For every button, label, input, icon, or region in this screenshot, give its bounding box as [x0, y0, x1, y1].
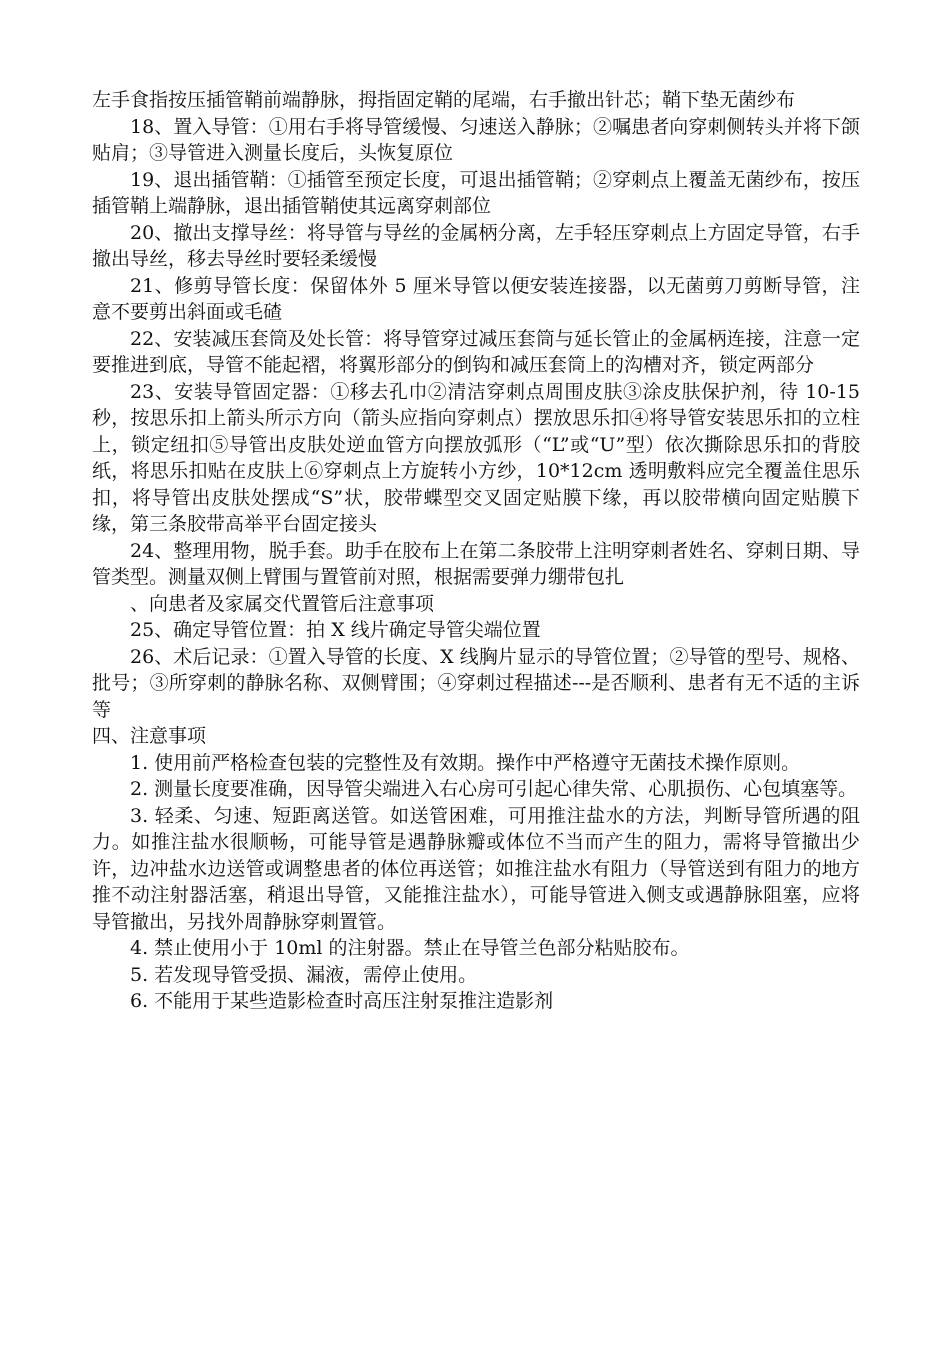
- document-page: [92, 87, 860, 1015]
- paragraph-step-20: 20、撤出支撑导丝：将导管与导丝的金属柄分离，左手轻压穿刺点上方固定导管，右手撤出导丝，移去导丝时要轻柔缓慢: [92, 221, 860, 270]
- paragraph-step-26: 26、术后记录：①置入导管的长度、X 线胸片显示的导管位置；②导管的型号、规格、批号；③所穿刺的静脉名称、双侧臂围；④穿刺过程描述---是否顺利、患者有无不适的主诉等: [92, 645, 860, 721]
- precaution-item-1: 1. 使用前严格检查包装的完整性及有效期。操作中严格遵守无菌技术操作原则。: [130, 751, 801, 774]
- paragraph-step-23: 23、安装导管固定器：①移去孔巾②清洁穿刺点周围皮肤③涂皮肤保护剂，待 10-15 秒，按思乐扣上箭头所示方向（箭头应指向穿刺点）摆放思乐扣④将导管安装思乐扣的立柱上，锁定纽扣⑤导管出皮肤处逆血管方向摆放弧形（“L”或“U”型）依次撕除思乐扣的背胶纸，将思乐扣贴在皮肤上⑥穿刺点上方旋转小方纱，10*12cm 透明敷料应完全覆盖住思乐扣，将导管出皮肤处摆成“S”状，胶带蝶型交叉固定贴膜下缘，再以胶带横向固定贴膜下缘，第三条胶带高举平台固定接头: [92, 380, 860, 535]
- paragraph-step-21: 21、修剪导管长度：保留体外 5 厘米导管以便安装连接器，以无菌剪刀剪断导管，注意不要剪出斜面或毛碴: [92, 274, 860, 323]
- precaution-item-3: 3. 轻柔、匀速、短距离送管。如送管困难，可用推注盐水的方法，判断导管所遇的阻力。如推注盐水很顺畅，可能导管是遇静脉瓣或体位不当而产生的阻力，需将导管撤出少许，边冲盐水边送管或调整患者的体位再送管；如推注盐水有阻力（导管送到有阻力的地方推不动注射器活塞，稍退出导管，又能推注盐水），可能导管进入侧支或遇静脉阻塞，应将导管撤出，另找外周静脉穿刺置管。: [92, 804, 860, 933]
- precaution-item-5: 5. 若发现导管受损、漏液，需停止使用。: [130, 963, 478, 986]
- paragraph-step-25: 25、确定导管位置：拍 X 线片确定导管尖端位置: [130, 619, 541, 641]
- paragraph-step-24: 24、整理用物，脱手套。助手在胶布上在第二条胶带上注明穿刺者姓名、穿刺日期、导管类型。测量双侧上臂围与置管前对照，根据需要弹力绷带包扎: [92, 539, 860, 588]
- paragraph-step-22: 22、安装减压套筒及处长管：将导管穿过减压套筒与延长管止的金属柄连接，注意一定要推进到底，导管不能起褶，将翼形部分的倒钩和减压套筒上的沟槽对齐，锁定两部分: [92, 327, 860, 376]
- paragraph-step-24-continued: 、向患者及家属交代置管后注意事项: [130, 592, 435, 615]
- paragraph-step-18: 18、置入导管：①用右手将导管缓慢、匀速送入静脉；②嘱患者向穿刺侧转头并将下颌贴肩；③导管进入测量长度后，头恢复原位: [92, 115, 860, 164]
- precaution-item-2: 2. 测量长度要准确，因导管尖端进入右心房可引起心律失常、心肌损伤、心包填塞等。: [130, 778, 858, 800]
- paragraph-continuation: 左手食指按压插管鞘前端静脉，拇指固定鞘的尾端，右手撤出针芯；鞘下垫无菌纱布: [92, 89, 796, 111]
- paragraph-step-19: 19、退出插管鞘：①插管至预定长度，可退出插管鞘；②穿刺点上覆盖无菌纱布，按压插管鞘上端静脉，退出插管鞘使其远离穿刺部位: [92, 168, 860, 217]
- precaution-item-4: 4. 禁止使用小于 10ml 的注射器。禁止在导管兰色部分粘贴胶布。: [130, 937, 690, 959]
- precaution-item-6: 6. 不能用于某些造影检查时高压注射泵推注造影剂: [130, 990, 554, 1012]
- section-heading-precautions: 四、注意事项: [92, 725, 207, 747]
